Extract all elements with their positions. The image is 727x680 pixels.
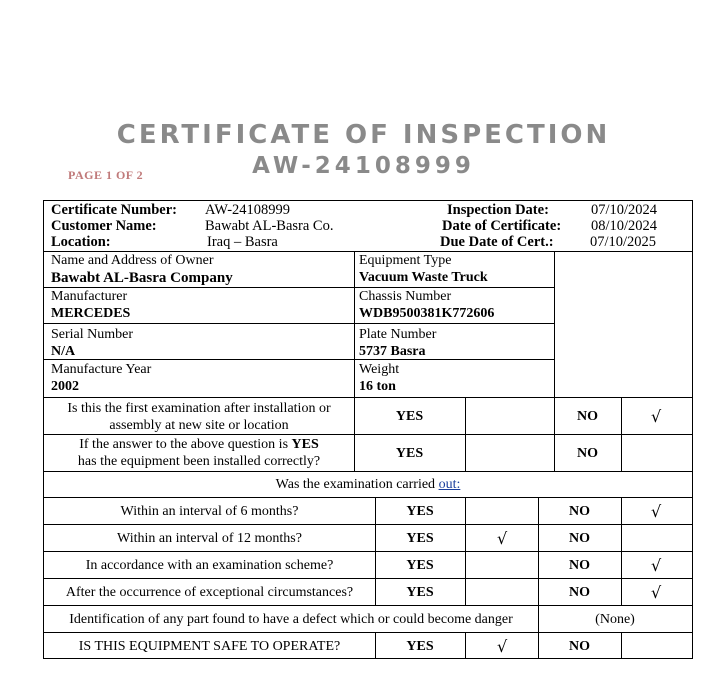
q2-yes: YES: [395, 446, 424, 461]
q3-no: NO: [569, 504, 590, 519]
location-value: Iraq – Basra: [207, 234, 278, 250]
q1-text: Is this the first examination after installation or assembly at new site or location: [67, 401, 331, 433]
customer-value: Bawabt AL-Basra Co.: [205, 218, 334, 234]
owner-value: Bawabt AL-Basra Company: [51, 270, 233, 286]
year-label: Manufacture Year: [51, 362, 152, 377]
customer-label: Customer Name:: [51, 218, 157, 234]
inspection-date-value: 07/10/2024: [591, 202, 658, 218]
q5-no-check: √: [651, 556, 662, 575]
due-date-value: 07/10/2025: [590, 234, 657, 250]
location-label: Location:: [51, 234, 111, 250]
defect-text: Identification of any part found to have a defect which or could become danger: [69, 612, 513, 627]
plate-label: Plate Number: [359, 327, 437, 342]
certificate-date-value: 08/10/2024: [591, 218, 658, 234]
certificate-number-title: AW-24108999: [252, 153, 475, 179]
q5-no: NO: [569, 558, 590, 573]
q5-text: In accordance with an examination scheme?: [85, 558, 334, 573]
q2-text: If the answer to the above question is YES has the equipment been installed correctly?: [77, 437, 321, 469]
q1-yes: YES: [395, 409, 424, 424]
weight-value: 16 ton: [359, 379, 396, 394]
serial-label: Serial Number: [51, 327, 134, 342]
safe-text: IS THIS EQUIPMENT SAFE TO OPERATE?: [78, 639, 341, 654]
q4-yes-check: √: [497, 529, 508, 548]
year-value: 2002: [51, 379, 79, 394]
inspection-date-label: Inspection Date:: [447, 202, 549, 218]
weight-label: Weight: [359, 362, 400, 377]
q3-yes: YES: [406, 504, 434, 519]
examination-table: [43, 397, 693, 659]
q4-no: NO: [569, 531, 590, 546]
chassis-label: Chassis Number: [359, 289, 452, 304]
q1-no-check: √: [651, 407, 662, 426]
q6-yes: YES: [406, 585, 434, 600]
safe-yes-check: √: [497, 637, 508, 656]
safe-yes: YES: [406, 639, 434, 654]
defect-value: (None): [595, 612, 635, 627]
q2-no: NO: [577, 446, 598, 461]
q6-no: NO: [569, 585, 590, 600]
q5-yes: YES: [406, 558, 434, 573]
q4-yes: YES: [406, 531, 434, 546]
certificate-date-label: Date of Certificate:: [442, 218, 562, 234]
plate-value: 5737 Basra: [359, 344, 426, 359]
cert-number-label: Certificate Number:: [51, 202, 178, 218]
equipment-type-value: Vacuum Waste Truck: [359, 270, 488, 285]
serial-value: N/A: [51, 344, 76, 359]
due-date-label: Due Date of Cert.:: [440, 234, 554, 250]
examination-carried-out: Was the examination carried out:: [275, 477, 461, 492]
q6-text: After the occurrence of exceptional circumstances?: [65, 585, 354, 600]
header-block: [43, 200, 693, 252]
certificate-title: CERTIFICATE OF INSPECTION: [116, 120, 611, 150]
equipment-info-table: [43, 251, 693, 398]
manufacturer-label: Manufacturer: [51, 289, 128, 304]
manufacturer-value: MERCEDES: [51, 306, 131, 321]
equipment-type-label: Equipment Type: [359, 253, 452, 268]
q4-text: Within an interval of 12 months?: [117, 531, 302, 546]
page-label: PAGE 1 OF 2: [68, 168, 144, 182]
q3-text: Within an interval of 6 months?: [120, 504, 299, 519]
q3-no-check: √: [651, 502, 662, 521]
q6-no-check: √: [651, 583, 662, 602]
cert-number-value: AW-24108999: [205, 202, 291, 218]
chassis-value: WDB9500381K772606: [359, 306, 495, 321]
safe-no: NO: [569, 639, 590, 654]
owner-label: Name and Address of Owner: [51, 253, 214, 268]
q1-no: NO: [577, 409, 598, 424]
